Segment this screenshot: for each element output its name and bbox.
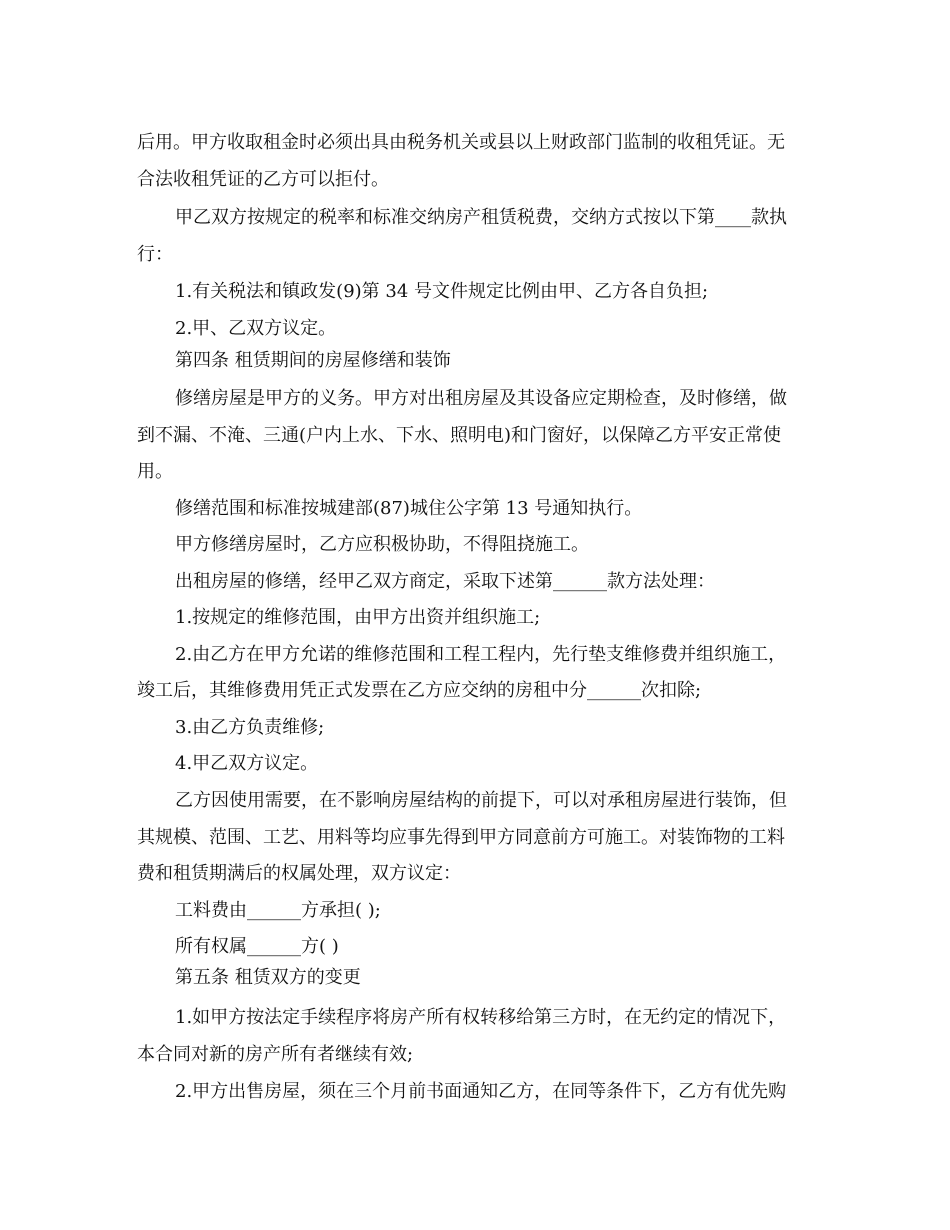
section-heading: 第五条 租赁双方的变更 — [175, 967, 361, 988]
text-line: 行： — [137, 244, 173, 265]
list-item: 1.如甲方按法定手续程序将房产所有权转移给第三方时，在无约定的情况下， — [175, 1007, 787, 1028]
text-line: 合法收租凭证的乙方可以拒付。 — [137, 169, 389, 190]
text-line: 到不漏、不淹、三通(户内上水、下水、照明电)和门窗好，以保障乙方平安正常使 — [137, 425, 782, 446]
paragraph-line: 修缮房屋是甲方的义务。甲方对出租房屋及其设备应定期检查，及时修缮，做 — [175, 388, 787, 409]
paragraph-line: 所有权属______方( ) — [175, 936, 339, 957]
paragraph-line: 甲方修缮房屋时，乙方应积极协助，不得阻挠施工。 — [175, 534, 589, 555]
text-line: 费和租赁期满后的权属处理，双方议定： — [137, 863, 461, 884]
paragraph-line: 出租房屋的修缮，经甲乙双方商定，采取下述第______款方法处理： — [175, 571, 715, 592]
text-line: 竣工后，其维修费用凭正式发票在乙方应交纳的房租中分______次扣除; — [137, 680, 702, 701]
paragraph-line: 甲乙双方按规定的税率和标准交纳房产租赁税费，交纳方式按以下第____款执 — [175, 207, 787, 228]
text-line: 本合同对新的房产所有者继续有效; — [137, 1044, 414, 1065]
list-item: 4.甲乙双方议定。 — [175, 753, 319, 774]
paragraph-line: 工料费由______方承担( ); — [175, 900, 381, 921]
list-item: 1.按规定的维修范围，由甲方出资并组织施工; — [175, 607, 541, 628]
paragraph-line: 乙方因使用需要，在不影响房屋结构的前提下，可以对承租房屋进行装饰，但 — [175, 790, 787, 811]
section-heading: 第四条 租赁期间的房屋修缮和装饰 — [175, 350, 451, 371]
list-item: 2.甲方出售房屋，须在三个月前书面通知乙方，在同等条件下，乙方有优先购 — [175, 1081, 787, 1102]
list-item: 2.由乙方在甲方允诺的维修范围和工程工程内，先行垫支维修费并组织施工， — [175, 644, 787, 665]
text-line: 用。 — [137, 461, 173, 482]
list-item: 2.甲、乙双方议定。 — [175, 318, 337, 339]
paragraph-line: 修缮范围和标准按城建部(87)城住公字第 13 号通知执行。 — [175, 498, 643, 519]
list-item: 1.有关税法和镇政发(9)第 34 号文件规定比例由甲、乙方各自负担; — [175, 281, 709, 302]
text-line: 其规模、范围、工艺、用料等均应事先得到甲方同意前方可施工。对装饰物的工料 — [137, 827, 785, 848]
list-item: 3.由乙方负责维修; — [175, 717, 325, 738]
text-line: 后用。甲方收取租金时必须出具由税务机关或县以上财政部门监制的收租凭证。无 — [137, 132, 785, 153]
